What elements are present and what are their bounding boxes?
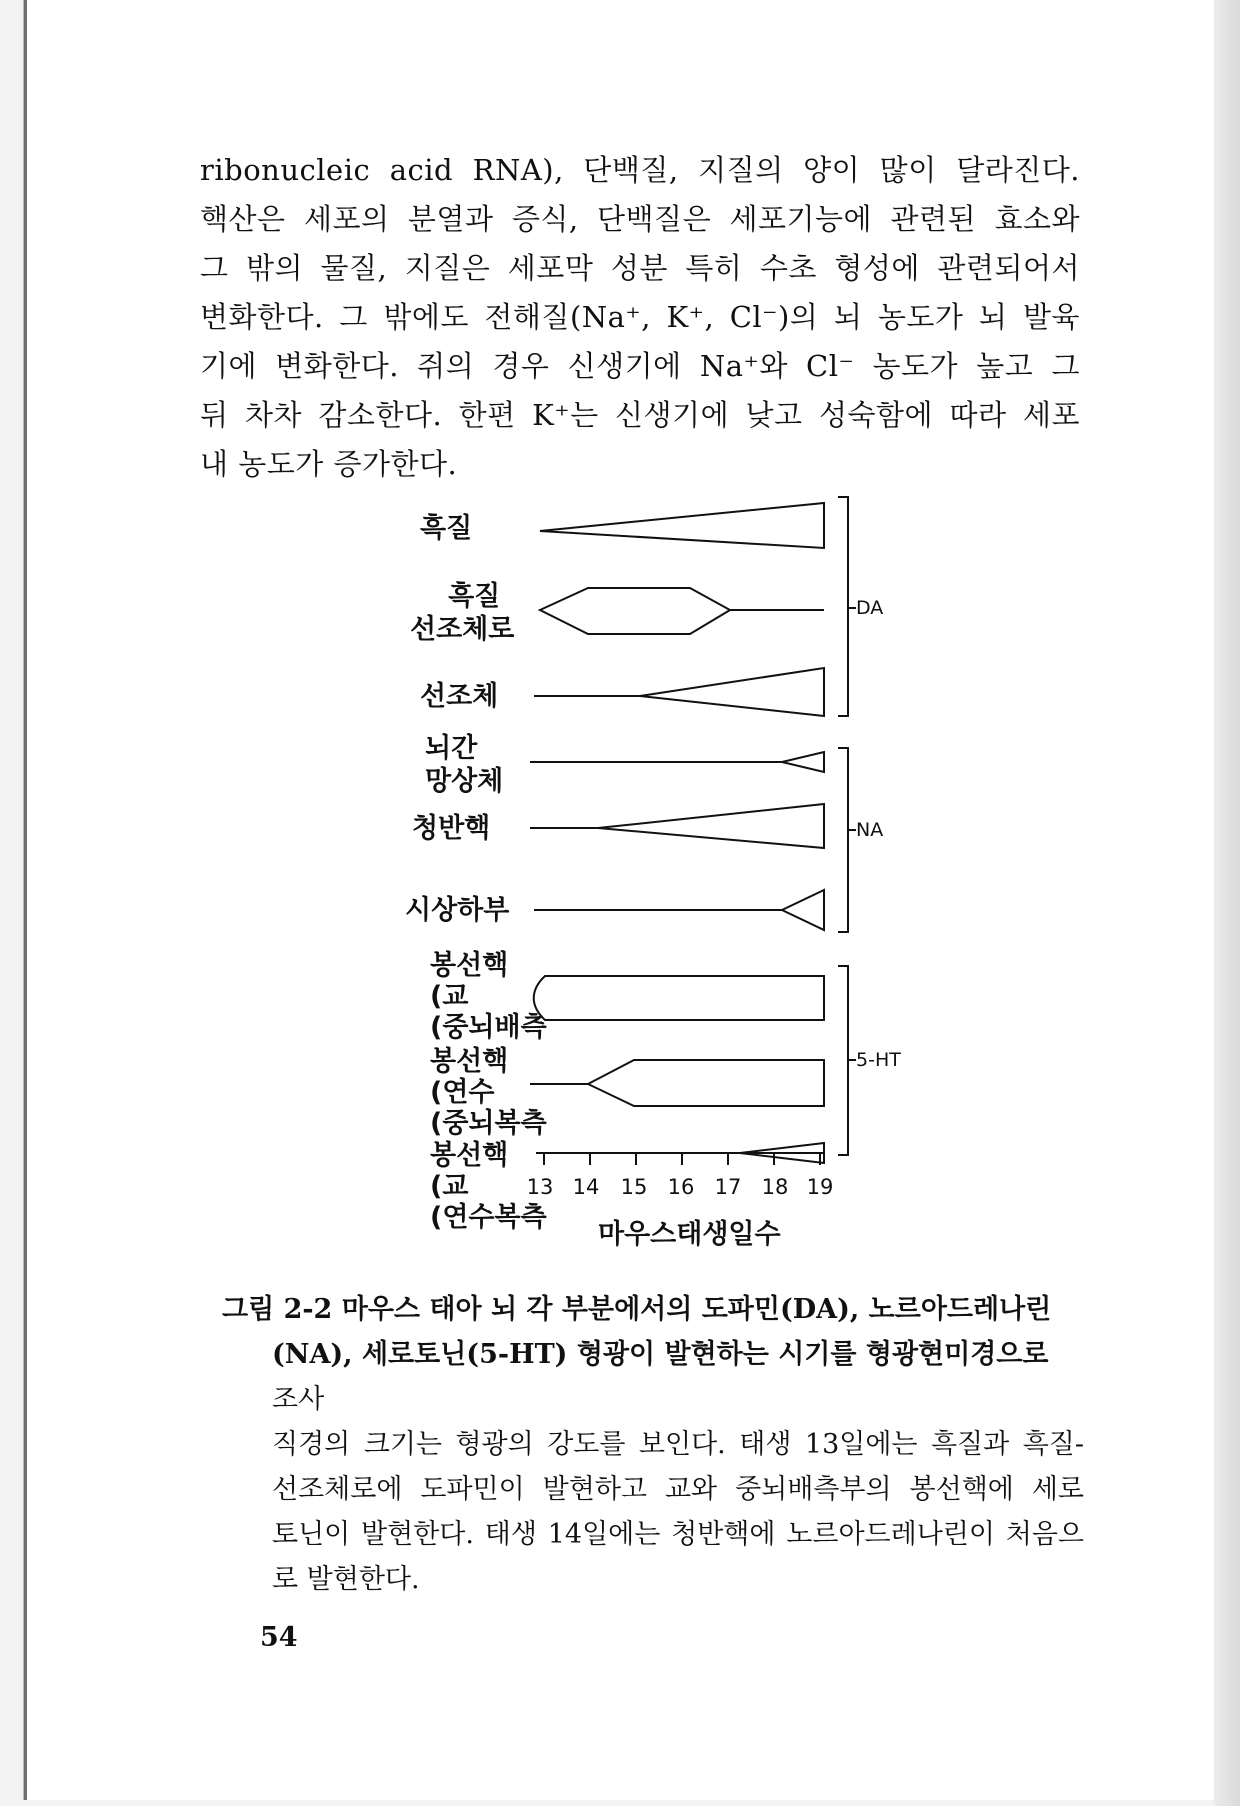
row-label-striatum: 선조체 bbox=[420, 681, 499, 712]
tick-label: 14 bbox=[572, 1175, 600, 1199]
row-label-substantia-nigra: 흑질 bbox=[420, 513, 473, 544]
body-line: 핵산은 세포의 분열과 증식, 단백질은 세포기능에 관련된 효소와 bbox=[200, 202, 1080, 236]
tick-label: 15 bbox=[620, 1175, 648, 1199]
caption-title-line: 그림 2-2 마우스 태아 뇌 각 부분에서의 도파민(DA), 노르아드레나린 bbox=[222, 1294, 1052, 1325]
caption-title-line: (NA), 세로토닌(5-HT) 형광이 발현하는 시기를 형광현미경으로 bbox=[272, 1339, 1049, 1370]
tick-label: 13 bbox=[526, 1175, 554, 1199]
row-label-reticular-formation: 뇌간 망상체 bbox=[425, 733, 504, 797]
caption-title-line: 조사 bbox=[272, 1384, 325, 1415]
figure-caption bbox=[222, 1287, 1084, 1602]
caption-desc-line: 선조체로에 도파민이 발현하고 교와 중뇌배측부의 봉선핵에 세로 bbox=[272, 1474, 1084, 1505]
body-line: 뒤 차차 감소한다. 한편 K⁺는 신생기에 낮고 성숙함에 따라 세포 bbox=[200, 398, 1080, 432]
caption-description bbox=[222, 1422, 1084, 1602]
tick-label: 16 bbox=[667, 1175, 695, 1199]
row-label-raphe-3: 봉선핵 (교 (연수복측 bbox=[430, 1140, 547, 1233]
tick-label: 18 bbox=[761, 1175, 789, 1199]
body-line: 내 농도가 증가한다. bbox=[200, 447, 458, 481]
body-paragraph bbox=[200, 146, 1080, 489]
group-label-5ht: 5-HT bbox=[856, 1049, 901, 1071]
body-line: 변화한다. 그 밖에도 전해질(Na⁺, K⁺, Cl⁻)의 뇌 농도가 뇌 발육 bbox=[200, 300, 1080, 334]
tick-label: 19 bbox=[806, 1175, 834, 1199]
caption-desc-line: 직경의 크기는 형광의 강도를 보인다. 태생 13일에는 흑질과 흑질- bbox=[272, 1429, 1084, 1460]
row-label-raphe-2: 봉선핵 (연수 (중뇌복측 bbox=[430, 1046, 547, 1139]
page-edge-shadow bbox=[1214, 0, 1240, 1806]
group-label-na: NA bbox=[856, 819, 884, 841]
row-label-hypothalamus: 시상하부 bbox=[405, 895, 510, 926]
row-label-raphe-1: 봉선핵 (교 (중뇌배측 bbox=[430, 950, 547, 1043]
row-label-nigrostriatal: 흑질 선조체로 bbox=[410, 581, 515, 645]
tick-label: 17 bbox=[714, 1175, 742, 1199]
x-axis-title: 마우스태생일수 bbox=[598, 1219, 781, 1250]
row-label-locus-coeruleus: 청반핵 bbox=[412, 813, 491, 844]
body-line: 기에 변화한다. 쥐의 경우 신생기에 Na⁺와 Cl⁻ 농도가 높고 그 bbox=[200, 349, 1080, 383]
body-line: ribonucleic acid RNA), 단백질, 지질의 양이 많이 달라진다. bbox=[200, 153, 1080, 187]
page-number: 54 bbox=[260, 1622, 298, 1653]
caption-desc-line: 로 발현한다. bbox=[272, 1564, 420, 1595]
caption-desc-line: 토닌이 발현한다. 태생 14일에는 청반핵에 노르아드레나린이 처음으 bbox=[272, 1519, 1084, 1550]
body-line: 그 밖의 물질, 지질은 세포막 성분 특히 수초 형성에 관련되어서 bbox=[200, 251, 1080, 285]
group-label-da: DA bbox=[856, 597, 884, 619]
